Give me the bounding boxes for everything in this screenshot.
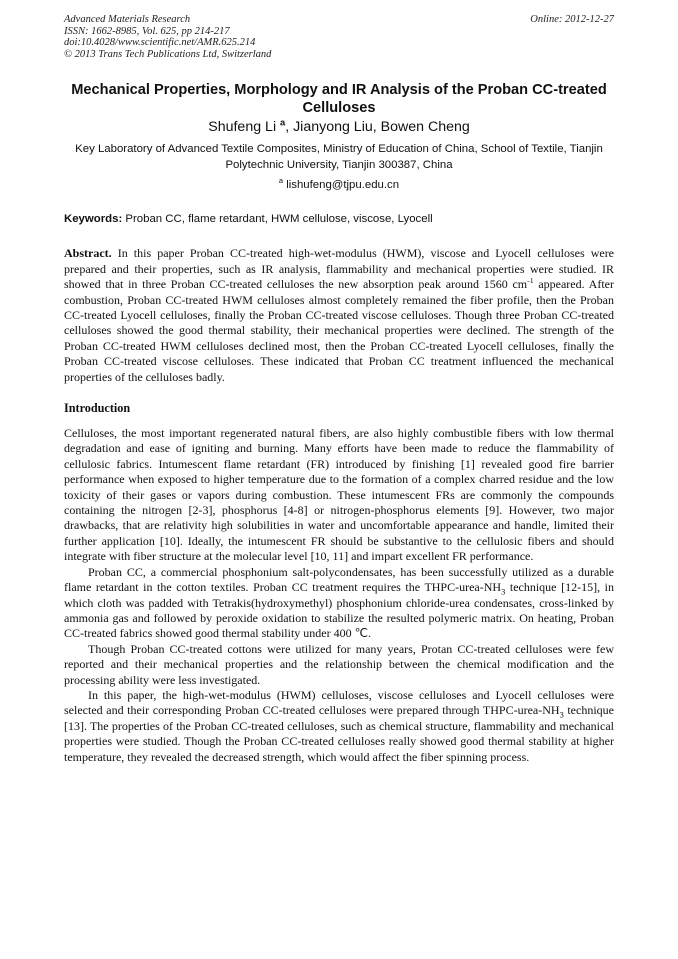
abstract-text-2: appeared. After combustion, Proban CC-treated HWM celluloses almost completely remained the fiber profile, then the Proban CC-treated Lyocell celluloses, finally the Proban CC-treated viscose celluloses. Though three Proban CC-treated celluloses showed the good thermal stability, their mechanical properties were declined. The strength of the Proban CC-treated HWM celluloses declined most, then the Proban CC-treated Lyocell celluloses, finally the Proban CC-treated viscose celluloses. These indicated that Proban CC treatment influenced the mechanical properties of the celluloses badly. (64, 277, 614, 384)
abstract-text-1: In this paper Proban CC-treated high-wet-modulus (HWM), viscose and Lyocell celluloses were prepared and their properties, such as IR analysis, flammability and mechanical properties were studied. IR showed that in three Proban CC-treated celluloses the new absorption peak around 1560 cm (64, 246, 615, 292)
keywords-label: Keywords: (64, 213, 123, 226)
paper-title: Mechanical Properties, Morphology and IR Analysis of the Proban CC-treated Celluloses (71, 82, 607, 116)
online-date: Online: 2012-12-27 (530, 14, 614, 25)
para4-subscript: 3 (559, 710, 564, 720)
keywords-list: Proban CC, flame retardant, HWM cellulose, viscose, Lyocell (125, 213, 433, 226)
abstract-label: Abstract. (64, 246, 112, 261)
issn-line: ISSN: 1662-8985, Vol. 625, pp 214-217 (64, 25, 230, 37)
author-affiliation-mark: a (280, 117, 286, 128)
journal-name: Advanced Materials Research (64, 14, 191, 25)
other-authors: , Jianyong Liu, Bowen Cheng (285, 119, 470, 136)
abstract-unit-sup: -1 (527, 276, 534, 286)
first-author: Shufeng Li (208, 119, 277, 136)
intro-paragraph-2 (64, 565, 614, 642)
para2-subscript: 3 (501, 587, 506, 597)
intro-paragraph-4 (64, 688, 614, 765)
intro-paragraph-3: Though Proban CC-treated cottons were utilized for many years, Protan CC-treated celluloses were few reported and their mechanical properties and the relationship between the chemical modification and the processing ability were less investigated. (64, 641, 614, 687)
email-address: lishufeng@tjpu.edu.cn (286, 179, 400, 192)
affiliation: Key Laboratory of Advanced Textile Composites, Ministry of Education of China, School of Textile, Tianjin Polytechnic University, Tianjin 300387, China (75, 143, 603, 172)
journal-header (64, 14, 614, 60)
doi-line: doi:10.4028/www.scientific.net/AMR.625.214 (64, 37, 256, 49)
para4-text-1: In this paper, the high-wet-modulus (HWM) celluloses, viscose celluloses and Lyocell celluloses were selected and their corresponding Proban CC-treated celluloses were prepared through THPC-urea-NH (64, 687, 614, 718)
email-line (64, 177, 614, 193)
copyright-line: © 2013 Trans Tech Publications Ltd, Switzerland (64, 48, 272, 60)
keywords-line (64, 211, 614, 227)
paper-page (64, 14, 614, 765)
para4-text-2: technique [13]. The properties of the Proban CC-treated celluloses, such as chemical structure, flammability and mechanical properties were studied. Though the Proban CC-treated celluloses really showed good thermal stability at higher temperature, they revealed the decreased strength, which would affect the fiber spinning process. (64, 703, 614, 764)
author-list (64, 119, 614, 136)
intro-paragraph-1: Celluloses, the most important regenerated natural fibers, are also highly combustible fibers with low thermal degradation and ease of igniting and burning. Many efforts have been made to reduce the flammability of cellulosic fabrics. Intumescent flame retardant (FR) introduced by finishing [1] revealed good fire barrier performance when exposed to higher temperature due to the formation of a complex charred residue and the low toxicity of their gases or vapors during combustion. These intumescent FRs are commonly the compounds containing the nitrogen [2-3], phosphorus [4-8] or nitrogen-phosphorus elements [9]. However, two major drawbacks, that are relativity high solubilities in water and uncomfortable appearance and handle, limited their further application [10]. Ideally, the intumescent FR should be substantive to the cellulosic fibers and should integrate with fiber structure at the molecular level [10, 11] and impart excellent FR performance. (64, 426, 614, 564)
introduction-body (64, 426, 614, 765)
abstract (64, 246, 614, 385)
section-heading-introduction: Introduction (64, 401, 131, 416)
para2-text-2: technique [12-15], in which cloth was padded with Tetrakis(hydroxymethyl) phosphonium chloride-urea condensates, cross-linked by ammonia gas and followed by peroxide oxidation to stabilize the resulted polymeric matrix. On heating, Proban CC-treated fabrics showed good thermal stability under 400 ℃. (64, 580, 615, 641)
para2-text-1: Proban CC, a commercial phosphonium salt-polycondensates, has been successfully utilized as a durable flame retardant in the cotton textiles. Proban CC treatment requires the THPC-urea-NH (64, 564, 614, 595)
email-mark: a (278, 176, 284, 186)
